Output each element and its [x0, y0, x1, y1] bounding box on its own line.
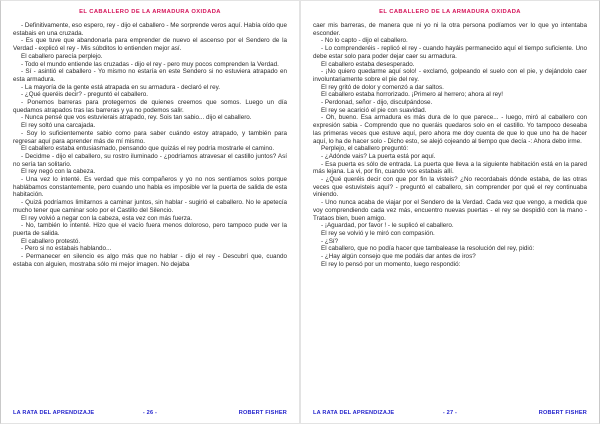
- paragraph: El caballero estaba entusiasmado, pensando que quizás el rey podría mostrarle el camino.: [21, 145, 275, 153]
- paragraph: Perplejo, el caballero preguntó:: [321, 145, 409, 153]
- footer-section-title: LA RATA DEL APRENDIZAJE: [313, 410, 395, 416]
- paragraph: - No, también lo intenté. Hizo que el vacío fuera menos doloroso, pero tampoco pude ver la puerta de salida.: [13, 222, 287, 237]
- footer-author: ROBERT FISHER: [538, 410, 587, 416]
- paragraph: - Esa puerta es sólo de entrada. La puerta que lleva a la siguiente habitación está en la pared más lejana. La vi, por fin, cuando vos estabais allí.: [313, 160, 587, 176]
- paragraph: El rey se acarició el pie con suavidad.: [321, 106, 427, 114]
- paragraph: El rey lo pensó por un momento, luego respondió:: [321, 260, 461, 268]
- page-footer: [13, 410, 287, 416]
- paragraph: - ¿Qué queréis decir? - preguntó el caballero.: [21, 91, 149, 99]
- footer-section-title: LA RATA DEL APRENDIZAJE: [13, 410, 95, 416]
- paragraph: El caballero estaba desesperado.: [321, 60, 415, 68]
- page-footer: [313, 410, 587, 416]
- paragraph: - Sí - asintió el caballero - Yo mismo no estaría en este Sendero si no estuviera atrapado en esta armadura.: [13, 68, 287, 83]
- paragraph: - La mayoría de la gente está atrapada en su armadura - declaró el rey.: [21, 83, 221, 91]
- paragraph: - Es que tuve que abandonarla para emprender de nuevo el ascenso por el Sendero de la Verdad - explicó el rey - Mis súbditos lo entienden mejor así.: [13, 37, 287, 53]
- paragraph: - Quizá podríamos limitarnos a caminar juntos, sin hablar - sugirió el caballero. No le apetecía mucho tener que caminar solo por el Castillo del Silencio.: [13, 199, 287, 214]
- paragraph: - Lo comprenderéis - replicó el rey - cuando hayáis permanecido aquí el tiempo suficiente. Uno debe estar solo para poder dejar caer su armadura.: [313, 45, 587, 60]
- paragraph: - Permanecer en silencio es algo más que no hablar - dijo el rey - Descubrí que, cuando estaba con alguien, mostraba sólo mi mejor imagen. No dejaba: [13, 253, 287, 268]
- paragraph: El caballero estaba horrorizado. ¡Primero al herrero; ahora al rey!: [321, 91, 503, 99]
- page-text: [313, 22, 587, 388]
- paragraph: - Soy lo suficientemente sabio como para saber cuándo estoy atrapado, y también para regresar aquí para aprender más de mí mismo.: [13, 129, 287, 145]
- paragraph: caer mis barreras, de manera que ni yo ni la otra persona podíamos ver lo que yo intentaba esconder.: [313, 22, 587, 37]
- paragraph: El rey soltó una carcajada.: [21, 122, 96, 130]
- paragraph: El caballero, que no podía hacer que tambalease la resolución del rey, pidió:: [321, 245, 535, 253]
- paragraph: - Perdonad, señor - dijo, disculpándose.: [321, 99, 433, 107]
- paragraph: - Todo el mundo entiende las cruzadas - dijo el rey - pero muy pocos comprenden la Verdad.: [21, 60, 279, 68]
- page-number: - 26 -: [142, 410, 158, 416]
- paragraph: - Una vez lo intenté. Es verdad que mis compañeros y yo no nos sentíamos solos porque hablábamos constantemente, pero cuando uno habla es imposible ver la puerta de salida de esta habitación.: [13, 176, 287, 199]
- paragraph: - Uno nunca acaba de viajar por el Sendero de la Verdad. Cada vez que vengo, a medida que voy comprendiendo cada vez más, encuentro nuevas puertas - el rey se despidió con la mano - Trataos bien, buen amigo.: [313, 199, 587, 222]
- paragraph: - Ponemos barreras para protegernos de quienes creemos que somos. Luego un día quedamos atrapados tras las barreras y ya no podemos salir.: [13, 99, 287, 114]
- paragraph: El rey gritó de dolor y comenzó a dar saltos.: [321, 83, 444, 91]
- running-header: EL CABALLERO DE LA ARMADURA OXIDADA: [79, 9, 221, 15]
- page-number: - 27 -: [442, 410, 458, 416]
- paragraph: - Decidme - dijo el caballero, su rostro iluminado - ¿podríamos atravesar el castillo juntos? Así no sería tan solitario.: [13, 152, 287, 168]
- page-right: [300, 0, 600, 424]
- page-text: [13, 22, 287, 388]
- paragraph: El rey volvió a negar con la cabeza, esta vez con más fuerza.: [21, 214, 193, 222]
- paragraph: - ¿Hay algún consejo que me podáis dar antes de iros?: [321, 253, 476, 261]
- paragraph: - Definitivamente, eso espero, rey - dijo el caballero - Me sorprende veros aquí. Había oído que estabais en una cruzada.: [13, 22, 287, 37]
- paragraph: - Pero si no estabais hablando...: [21, 245, 112, 253]
- paragraph: - ¿Qué queréis decir con que por fin la visteis? ¿No recordabais dónde estaba, de las otras veces que estuvisteis aquí? - preguntó el caballero, sin comprender por qué el rey continuaba viniendo.: [313, 176, 587, 199]
- running-header: EL CABALLERO DE LA ARMADURA OXIDADA: [379, 9, 521, 15]
- paragraph: - ¿Adónde vais? La puerta está por aquí.: [321, 152, 436, 160]
- paragraph: - Nunca pensé que vos estuvierais atrapado, rey. Sois tan sabio... dijo el caballero.: [21, 114, 252, 122]
- paragraph: El rey negó con la cabeza.: [21, 168, 96, 176]
- paragraph: El caballero parecía perplejo.: [21, 52, 103, 60]
- paragraph: El rey se volvió y le miró con compasión.: [321, 229, 435, 237]
- paragraph: El caballero protestó.: [21, 237, 81, 245]
- paragraph: - No lo capto - dijo el caballero.: [321, 37, 408, 45]
- paragraph: - ¡Aguardad, por favor ! - le suplicó el caballero.: [321, 222, 454, 230]
- paragraph: - ¡No quiero quedarme aquí solo! - exclamó, golpeando el suelo con el pie, y dejándolo caer involuntariamente sobre el pie del rey.: [313, 68, 587, 83]
- paragraph: - ¿Sí?: [321, 237, 339, 245]
- paragraph: - Oh, bueno. Esa armadura es más dura de lo que parece... - luego, miró al caballero con expresión sabia - Comprendo que no queráis quedaros solo en el castillo. Yo tampoco deseaba las primeras veces que estuve aquí, pero ahora me doy cuenta de que lo que uno ha de hacer aquí, lo ha de hacer solo - Dicho esto, se alejó cojeando al tiempo que decía -: Ahora debo irme.: [313, 114, 587, 145]
- footer-author: ROBERT FISHER: [238, 410, 287, 416]
